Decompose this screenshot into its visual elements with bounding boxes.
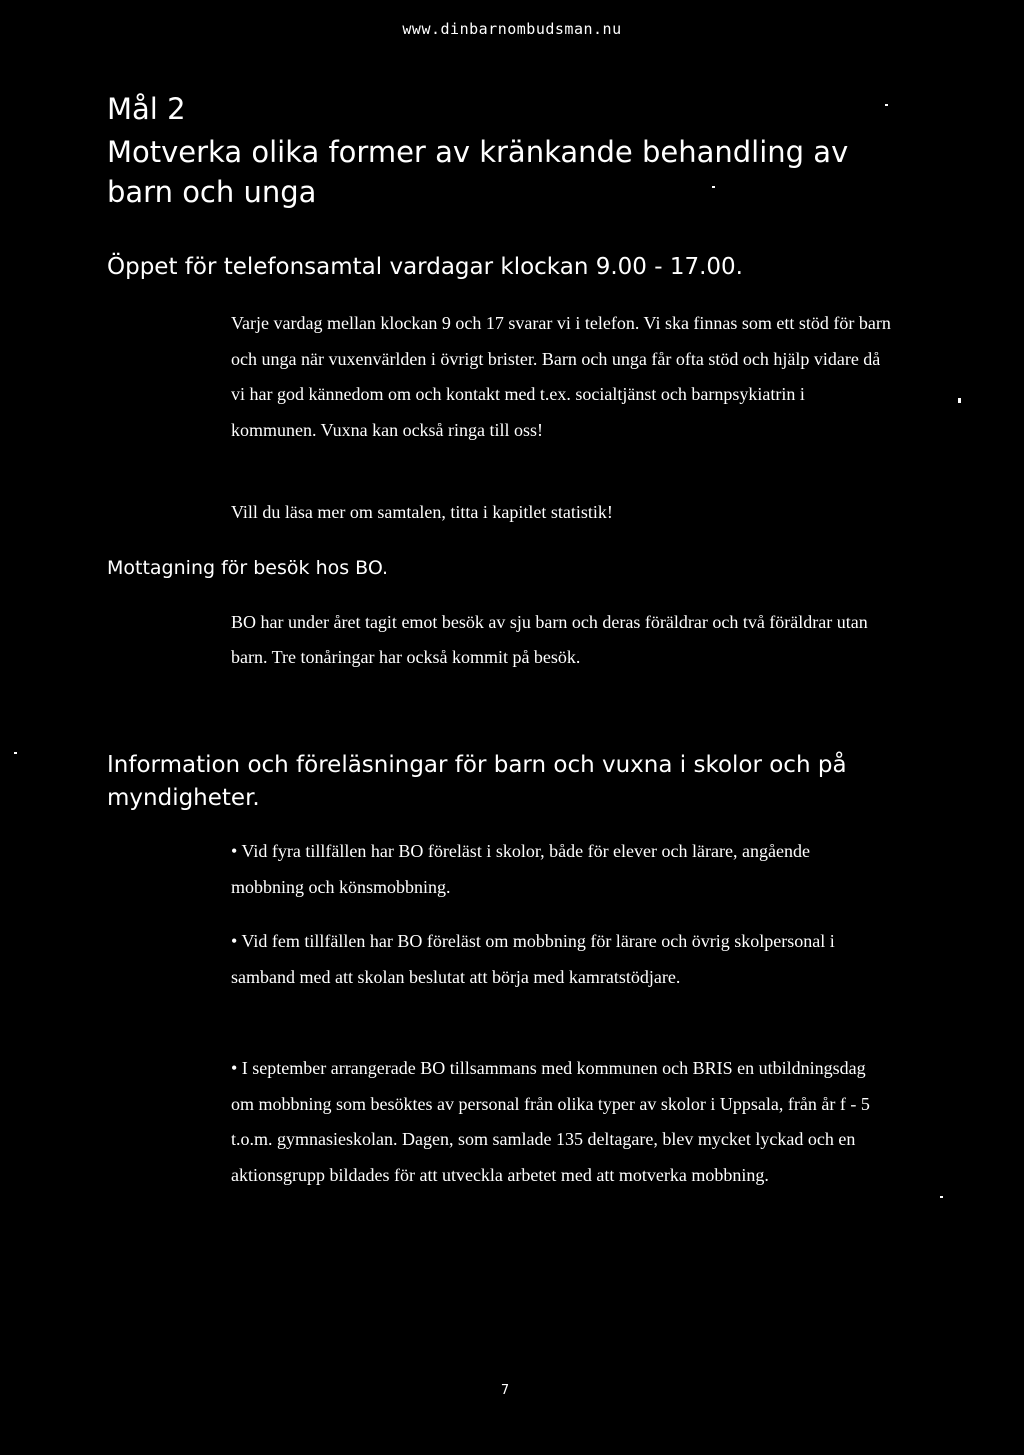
bullet-item: • I september arrangerade BO tillsammans med kommunen och BRIS en utbildningsdag om mobbning som besöktes av personal från olika typer av skolor i Uppsala, från år f - 5 t.o.m. gymnasieskolan. Dagen, som samlade 135 deltagare, blev mycket lyckad och en aktionsgrupp bildades för att utveckla arbetet med att motverka mobbning. xyxy=(231,1058,870,1185)
visits-heading: Mottagning för besök hos BO. xyxy=(107,557,389,579)
page-number: 7 xyxy=(500,1383,510,1398)
scan-speck xyxy=(712,186,715,188)
bullet-item: • Vid fem tillfällen har BO föreläst om mobbning för lärare och övrig skolpersonal i samband med att skolan beslutat att börja med kamratstödjare. xyxy=(231,931,835,987)
visits-paragraph: BO har under året tagit emot besök av sju barn och deras föräldrar och två föräldrar utan barn. Tre tonåringar har också kommit på besök. xyxy=(231,612,868,667)
bullet-item: • Vid fyra tillfällen har BO föreläst i skolor, både för elever och lärare, angående mobbning och könsmobbning. xyxy=(231,841,810,897)
scan-speck xyxy=(958,398,961,403)
scan-speck xyxy=(14,752,17,754)
scan-speck xyxy=(885,104,888,106)
scan-speck xyxy=(940,1196,943,1198)
goal-label: Mål 2 xyxy=(107,92,186,126)
website-url: www.dinbarnombudsman.nu xyxy=(402,20,622,38)
statistics-reference: Vill du läsa mer om samtalen, titta i kapitlet statistik! xyxy=(231,502,613,522)
phone-hours-paragraph: Varje vardag mellan klockan 9 och 17 svarar vi i telefon. Vi ska finnas som ett stöd för barn och unga när vuxenvärlden i övrigt brister. Barn och unga får ofta stöd och hjälp vidare då vi har god kännedom om och kontakt med t.ex. socialtjänst och barnpsykiatrin i kommunen. Vuxna kan också ringa till oss! xyxy=(231,313,891,440)
information-heading: Information och föreläsningar för barn och vuxna i skolor och på myndigheter. xyxy=(107,752,847,811)
goal-title: Motverka olika former av kränkande behandling av barn och unga xyxy=(107,135,849,209)
phone-hours-heading: Öppet för telefonsamtal vardagar klockan 9.00 - 17.00. xyxy=(107,254,743,280)
